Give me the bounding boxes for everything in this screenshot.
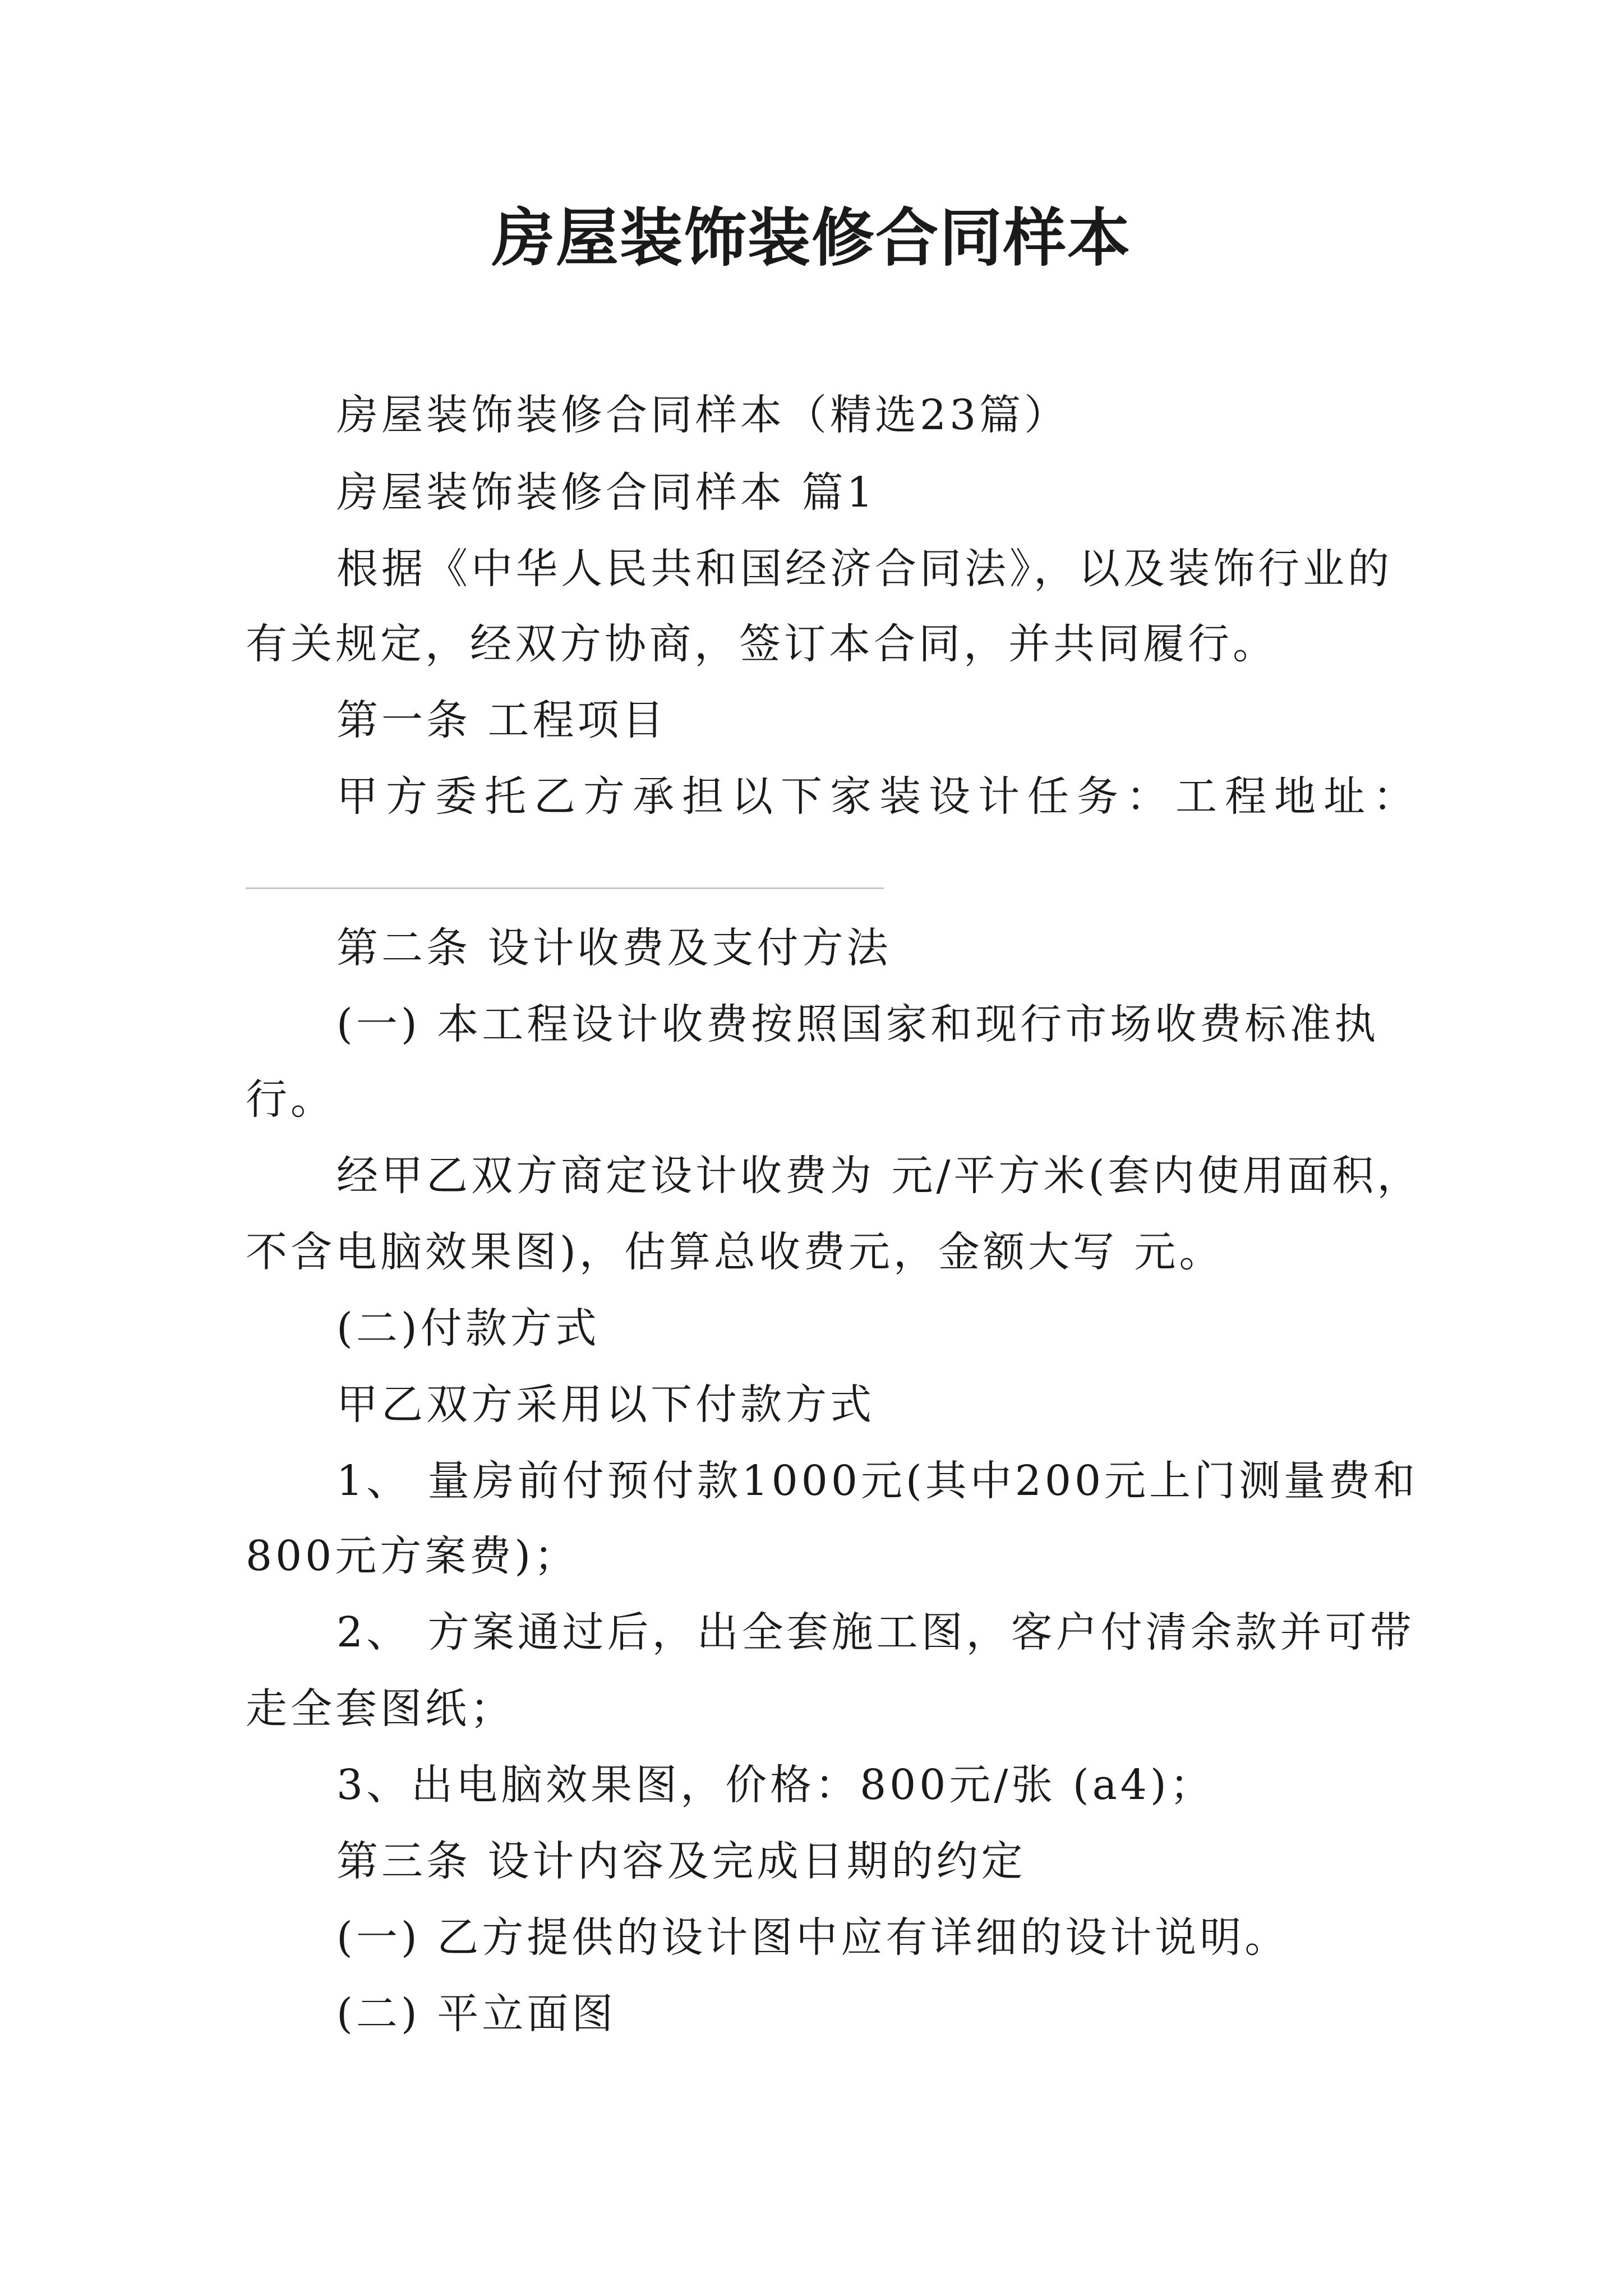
paragraph-line: 有关规定，经双方协商，签订本合同，并共同履行。 — [246, 620, 1278, 668]
article-heading: 第三条 设计内容及完成日期的约定 — [336, 1837, 1026, 1885]
paragraph-line: 2、 方案通过后，出全套施工图，客户付清余款并可带 — [336, 1608, 1415, 1657]
section-heading: 房屋装饰装修合同样本 篇1 — [336, 468, 877, 517]
paragraph-line: (一) 本工程设计收费按照国家和现行市场收费标准执 — [336, 1000, 1380, 1048]
paragraph-line: 800元方案费)； — [246, 1532, 579, 1580]
paragraph-line: (二) 平立面图 — [336, 1990, 617, 2038]
paragraph-line: 1、 量房前付预付款1000元(其中200元上门测量费和 — [336, 1457, 1419, 1505]
document-title: 房屋装饰装修合同样本 — [492, 201, 1131, 275]
paragraph-line: (二)付款方式 — [336, 1304, 600, 1352]
paragraph-line: 走全套图纸； — [246, 1685, 515, 1733]
article-heading: 第一条 工程项目 — [336, 696, 667, 744]
article-heading: 第二条 设计收费及支付方法 — [336, 924, 892, 972]
paragraph-line: (一) 乙方提供的设计图中应有详细的设计说明。 — [336, 1913, 1290, 1962]
paragraph-line: 根据《中华人民共和国经济合同法》，以及装饰行业的 — [336, 545, 1393, 593]
paragraph-line: 甲方委托乙方承担以下家装设计任务：工程地址： — [336, 772, 1422, 821]
paragraph-line: 经甲乙双方商定设计收费为 元/平方米(套内使用面积， — [336, 1152, 1422, 1200]
paragraph-line: 不含电脑效果图)，估算总收费元，金额大写 元。 — [246, 1228, 1224, 1276]
paragraph-line: 行。 — [246, 1075, 335, 1124]
subtitle-line: 房屋装饰装修合同样本（精选23篇） — [336, 391, 1069, 439]
fill-in-blank-line — [246, 887, 884, 889]
paragraph-line: 甲乙双方采用以下付款方式 — [336, 1381, 875, 1429]
paragraph-line: 3、出电脑效果图，价格：800元/张 (a4)； — [336, 1761, 1215, 1809]
